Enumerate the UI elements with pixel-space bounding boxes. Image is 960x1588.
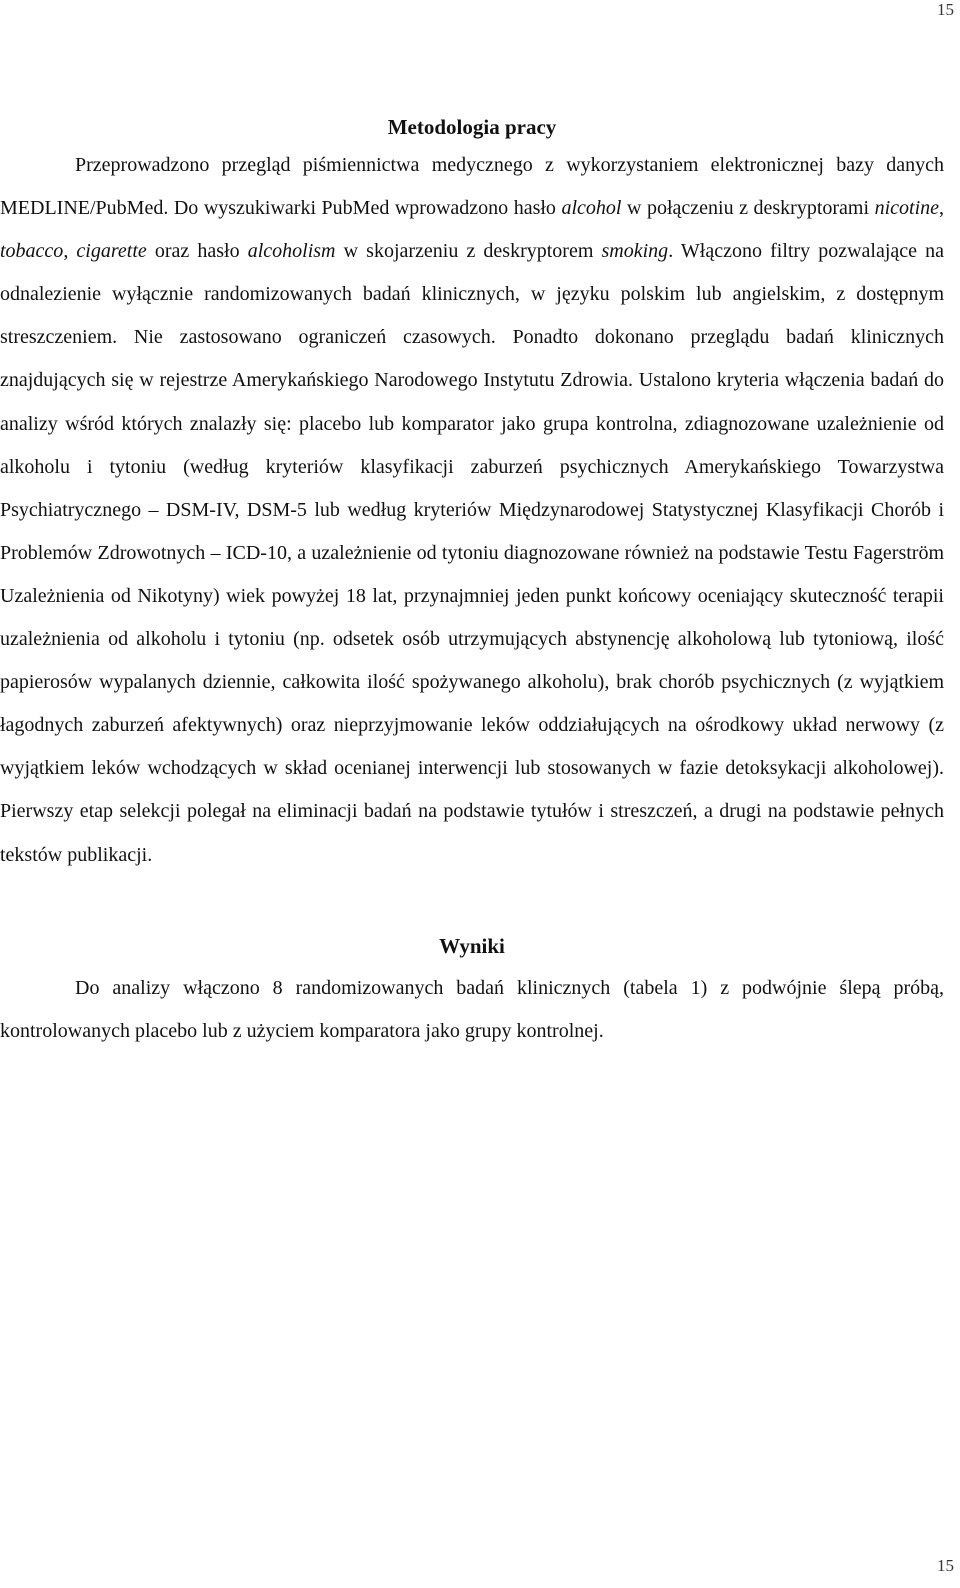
section-heading-results: Wyniki <box>439 933 505 958</box>
page-number-bottom: 15 <box>937 1556 954 1575</box>
document-body <box>0 110 944 1053</box>
results-paragraph: Do analizy włączono 8 randomizowanych badań klinicznych (tabela 1) z podwójnie ślepą próbą, kontrolowanych placebo lub z użyciem komparatora jako grupy kontrolnej. <box>0 976 944 1042</box>
section-heading-methodology: Metodologia pracy <box>387 115 557 139</box>
methodology-paragraph: Przeprowadzono przegląd piśmiennictwa medycznego z wykorzystaniem elektronicznej bazy danych MEDLINE/PubMed. Do wyszukiwarki PubMed wprowadzono hasło alcohol w połączeniu z deskryptorami nicotine, tobacco, cigarette oraz hasło alcoholism w skojarzeniu z deskryptorem smoking. Włączono filtry pozwalające na odnalezienie wyłącznie randomizowanych badań klinicznych, w języku polskim lub angielskim, z dostępnym streszczeniem. Nie zastosowano ograniczeń czasowych. Ponadto dokonano przeglądu badań klinicznych znajdujących się w rejestrze Amerykańskiego Narodowego Instytutu Zdrowia. Ustalono kryteria włączenia badań do analizy wśród których znalazły się: placebo lub komparator jako grupa kontrolna, zdiagnozowane uzależnienie od alkoholu i tytoniu (według kryteriów klasyfikacji zaburzeń psychicznych Amerykańskiego Towarzystwa Psychiatrycznego – DSM-IV, DSM-5 lub według kryteriów Międzynarodowej Statystycznej Klasyfikacji Chorób i Problemów Zdrowotnych – ICD-10, a uzależnienie od tytoniu diagnozowane również na podstawie Testu Fagerström Uzależnienia od Nikotyny) wiek powyżej 18 lat, przynajmniej jeden punkt końcowy oceniający skuteczność terapii uzależnienia od alkoholu i tytoniu (np. odsetek osób utrzymujących abstynencję alkoholową lub tytoniową, ilość papierosów wypalanych dziennie, całkowita ilość spożywanego alkoholu), brak chorób psychicznych (z wyjątkiem łagodnych zaburzeń afektywnych) oraz nieprzyjmowanie leków oddziałujących na ośrodkowy układ nerwowy (z wyjątkiem leków wchodzących w skład ocenianej interwencji lub stosowanych w fazie detoksykacji alkoholowej). Pierwszy etap selekcji polegał na eliminacji badań na podstawie tytułów i streszczeń, a drugi na podstawie pełnych tekstów publikacji. <box>0 154 945 866</box>
page-number-top: 15 <box>937 0 954 19</box>
